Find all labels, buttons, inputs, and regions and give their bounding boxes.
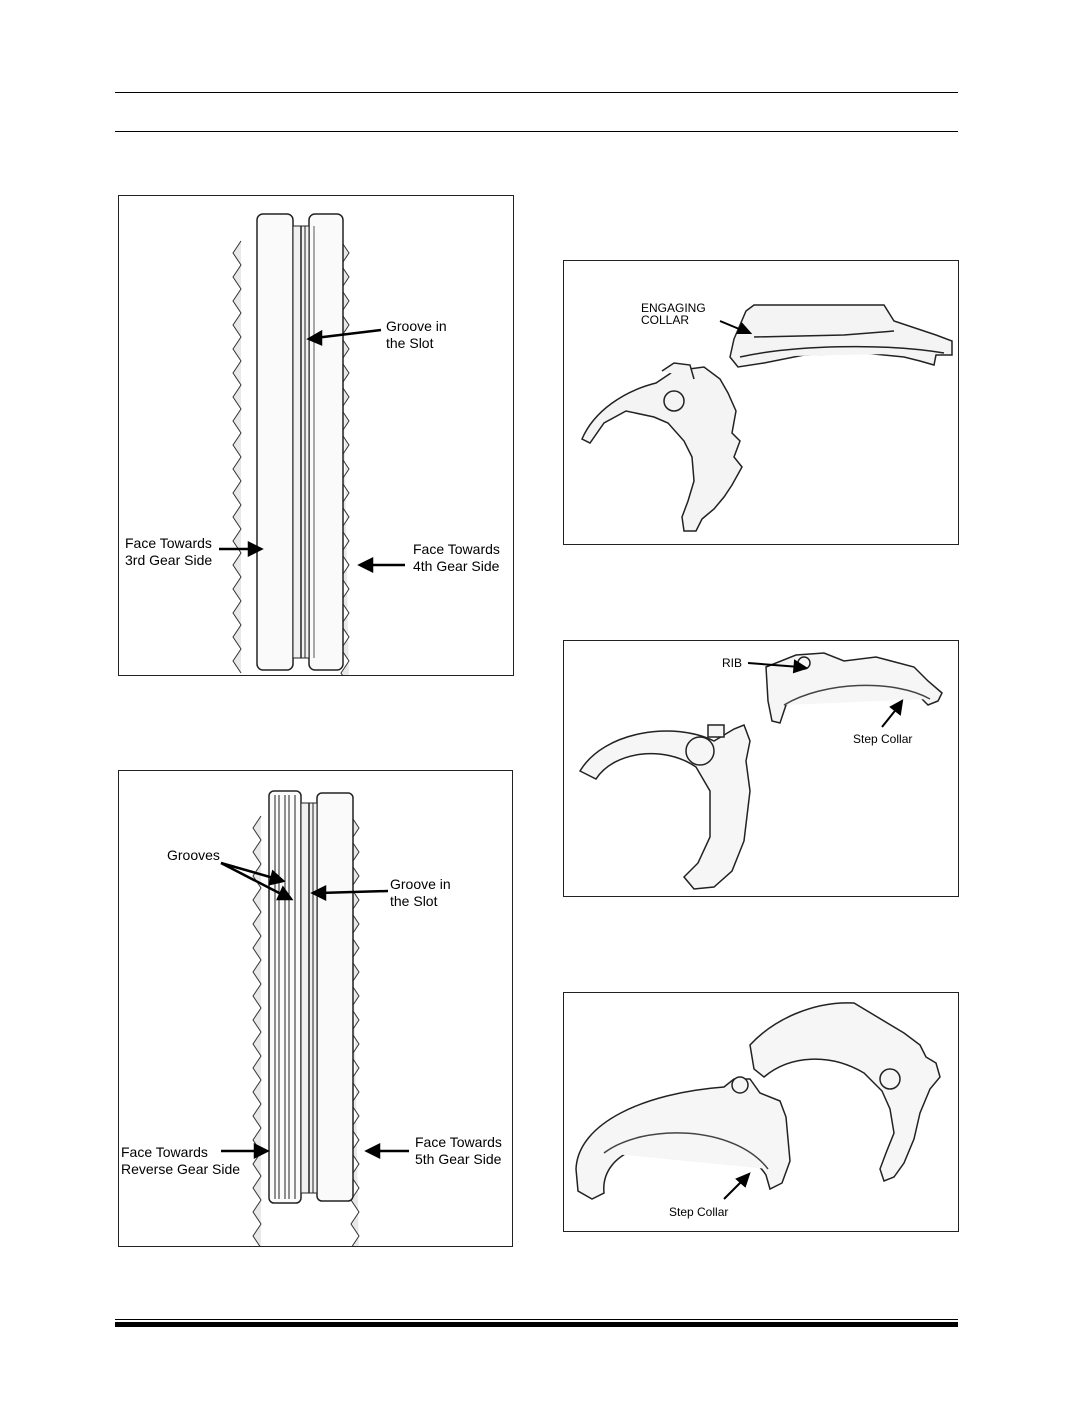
footer-rule-thin	[115, 1319, 958, 1320]
label-groove-in-slot: Groove in the Slot	[390, 876, 451, 909]
label-rib: RIB	[722, 656, 743, 670]
figure-sleeve-reverse-5th	[118, 770, 513, 1247]
shift-fork-engaging-collar-illustration	[564, 261, 958, 544]
header-rule-bottom	[115, 131, 958, 132]
figure-shift-fork-engaging-collar	[563, 260, 959, 545]
label-face-5th-gear: Face Towards 5th Gear Side	[415, 1134, 502, 1167]
label-face-reverse-gear: Face Towards Reverse Gear Side	[121, 1144, 241, 1177]
header-rule-top	[115, 92, 958, 93]
label-face-3rd-gear: Face Towards 3rd Gear Side	[125, 535, 213, 568]
sleeve-3rd-4th-illustration	[119, 196, 513, 675]
label-step-collar: Step Collar	[853, 732, 913, 746]
label-engaging-collar: ENGAGING COLLAR	[641, 301, 706, 327]
figure-sleeve-3rd-4th	[118, 195, 514, 676]
figure-shift-fork-step-collar	[563, 992, 959, 1232]
footer-rule-thick	[115, 1322, 958, 1327]
shift-fork-rib-illustration	[564, 641, 958, 896]
label-face-4th-gear: Face Towards 4th Gear Side	[413, 541, 500, 574]
shift-fork-step-collar-illustration	[564, 993, 958, 1231]
label-step-collar: Step Collar	[669, 1205, 729, 1219]
figure-shift-fork-rib-step-collar	[563, 640, 959, 897]
label-groove-in-slot: Groove in the Slot	[386, 318, 447, 351]
label-grooves: Grooves	[167, 847, 220, 863]
